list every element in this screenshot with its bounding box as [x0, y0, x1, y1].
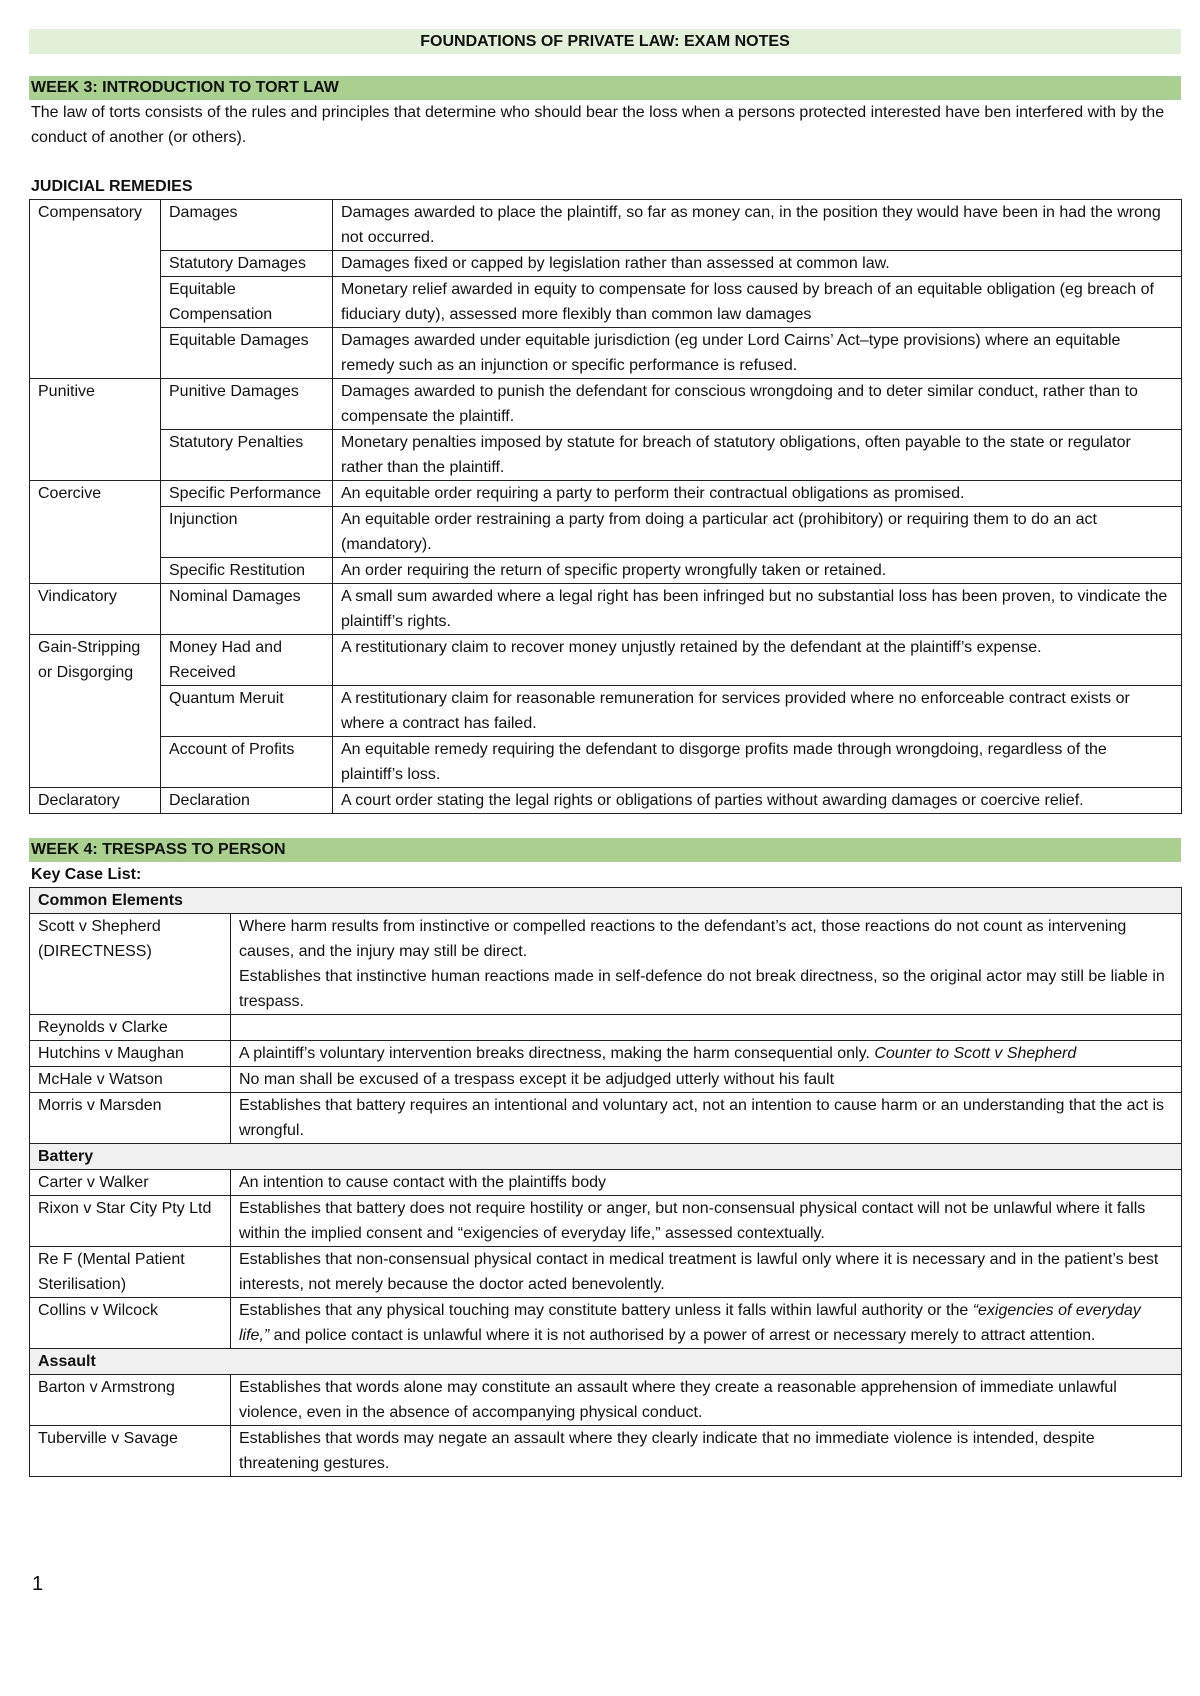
remedy-name: Statutory Damages	[161, 251, 333, 277]
case-row	[30, 1041, 1182, 1067]
remedy-name: Punitive Damages	[161, 379, 333, 430]
case-desc-text: Establishes that non-consensual physical contact in medical treatment is lawful only where it is necessary and in the patient’s best interests, not merely because the doctor acted benevolently.	[239, 1251, 1159, 1293]
case-desc-text: A plaintiff’s voluntary intervention breaks directness, making the harm consequential only.	[239, 1045, 875, 1062]
remedy-description: A restitutionary claim to recover money unjustly retained by the defendant at the plaintiff’s expense.	[333, 635, 1182, 686]
case-row	[30, 1093, 1182, 1144]
remedy-category: Declaratory	[30, 788, 161, 814]
case-description	[231, 1375, 1182, 1426]
document-title: FOUNDATIONS OF PRIVATE LAW: EXAM NOTES	[29, 29, 1181, 54]
remedy-row	[30, 379, 1182, 430]
remedy-name: Nominal Damages	[161, 584, 333, 635]
case-name: Morris v Marsden	[30, 1093, 231, 1144]
case-row	[30, 914, 1182, 1015]
remedy-description: A small sum awarded where a legal right has been infringed but no substantial loss has been proven, to vindicate the plaintiff’s rights.	[333, 584, 1182, 635]
case-group-header	[30, 1144, 1182, 1170]
case-row	[30, 1298, 1182, 1349]
case-desc-text: An intention to cause contact with the plaintiffs body	[239, 1174, 607, 1191]
case-name: Re F (Mental Patient Sterilisation)	[30, 1247, 231, 1298]
remedy-row	[30, 788, 1182, 814]
case-description	[231, 1196, 1182, 1247]
case-row	[30, 1426, 1182, 1477]
remedy-row	[30, 558, 1182, 584]
remedy-description: An equitable remedy requiring the defendant to disgorge profits made through wrongdoing, regardless of the plaintiff’s loss.	[333, 737, 1182, 788]
case-desc-text: Establishes that battery requires an intentional and voluntary act, not an intention to cause harm or an understanding that the act is wrongful.	[239, 1097, 1165, 1139]
case-desc-text: Where harm results from instinctive or compelled reactions to the defendant’s act, those reactions do not count as intervening causes, and the injury may still be direct.	[239, 918, 1127, 960]
case-desc-text: Establishes that battery does not require hostility or anger, but non-consensual physical contact will not be unlawful where it falls within the implied consent and “exigencies of everyday life,” assessed contextually.	[239, 1200, 1146, 1242]
case-name: Reynolds v Clarke	[30, 1015, 231, 1041]
remedy-description: An equitable order requiring a party to perform their contractual obligations as promised.	[333, 481, 1182, 507]
remedy-name: Equitable Damages	[161, 328, 333, 379]
case-desc-text: No man shall be excused of a trespass except it be adjudged utterly without his fault	[239, 1071, 835, 1088]
notes-page	[29, 29, 1181, 1477]
remedy-name: Quantum Meruit	[161, 686, 333, 737]
case-desc-tail: and police contact is unlawful where it is not authorised by a power of arrest or necessary merely to attract attention.	[269, 1327, 1096, 1344]
case-description	[231, 1426, 1182, 1477]
week3-intro: The law of torts consists of the rules and principles that determine who should bear the loss when a persons protected interested have ben interfered with by the conduct of another (or others).	[31, 104, 1165, 146]
case-description	[231, 914, 1182, 1015]
remedy-name: Injunction	[161, 507, 333, 558]
case-desc-text: Establishes that any physical touching may constitute battery unless it falls within lawful authority or the	[239, 1302, 973, 1319]
remedies-heading: JUDICIAL REMEDIES	[31, 178, 193, 195]
case-name: Scott v Shepherd (DIRECTNESS)	[30, 914, 231, 1015]
remedy-description: Damages awarded to place the plaintiff, so far as money can, in the position they would have been in had the wrong not occurred.	[333, 200, 1182, 251]
remedy-description: Monetary relief awarded in equity to compensate for loss caused by breach of an equitable obligation (eg breach of fiduciary duty), assessed more flexibly than common law damages	[333, 277, 1182, 328]
remedy-description: A restitutionary claim for reasonable remuneration for services provided where no enforceable contract exists or where a contract has failed.	[333, 686, 1182, 737]
case-desc-emphasis: “exigencies of everyday life,”	[239, 1302, 1141, 1344]
case-name: Collins v Wilcock	[30, 1298, 231, 1349]
remedy-row	[30, 481, 1182, 507]
case-group-title: Common Elements	[30, 888, 1182, 914]
case-description	[231, 1247, 1182, 1298]
remedy-name: Damages	[161, 200, 333, 251]
week4-heading: WEEK 4: TRESPASS TO PERSON	[29, 838, 1181, 862]
case-description	[231, 1093, 1182, 1144]
case-group-title: Battery	[30, 1144, 1182, 1170]
case-row	[30, 1170, 1182, 1196]
remedy-category: Punitive	[30, 379, 161, 481]
case-desc-text: Establishes that words alone may constitute an assault where they create a reasonable apprehension of immediate unlawful violence, even in the absence of accompanying physical conduct.	[239, 1379, 1117, 1421]
case-group-header	[30, 1349, 1182, 1375]
remedies-table	[29, 199, 1182, 814]
remedy-description: Monetary penalties imposed by statute for breach of statutory obligations, often payable to the state or regulator rather than the plaintiff.	[333, 430, 1182, 481]
case-desc-emphasis: Counter to Scott v Shepherd	[874, 1045, 1077, 1062]
remedy-description: Damages fixed or capped by legislation rather than assessed at common law.	[333, 251, 1182, 277]
case-description	[231, 1015, 1182, 1041]
case-name: McHale v Watson	[30, 1067, 231, 1093]
remedy-row	[30, 328, 1182, 379]
remedy-description: A court order stating the legal rights or obligations of parties without awarding damages or coercive relief.	[333, 788, 1182, 814]
week3-heading: WEEK 3: INTRODUCTION TO TORT LAW	[29, 76, 1181, 100]
case-desc-extra: Establishes that instinctive human reactions made in self-defence do not break directness, so the original actor may still be liable in trespass.	[239, 968, 1165, 1010]
case-name: Carter v Walker	[30, 1170, 231, 1196]
case-row	[30, 1015, 1182, 1041]
case-name: Rixon v Star City Pty Ltd	[30, 1196, 231, 1247]
case-desc-text: Establishes that words may negate an assault where they clearly indicate that no immediate violence is intended, despite threatening gestures.	[239, 1430, 1095, 1472]
remedy-description: An equitable order restraining a party from doing a particular act (prohibitory) or requiring them to do an act (mandatory).	[333, 507, 1182, 558]
remedy-row	[30, 430, 1182, 481]
remedy-row	[30, 737, 1182, 788]
key-case-list-label: Key Case List:	[31, 866, 142, 883]
case-row	[30, 1375, 1182, 1426]
case-description	[231, 1067, 1182, 1093]
remedy-row	[30, 507, 1182, 558]
page-number: 1	[32, 1573, 44, 1595]
remedy-row	[30, 251, 1182, 277]
case-name: Tuberville v Savage	[30, 1426, 231, 1477]
remedy-row	[30, 635, 1182, 686]
case-description	[231, 1298, 1182, 1349]
case-row	[30, 1196, 1182, 1247]
remedy-description: Damages awarded to punish the defendant for conscious wrongdoing and to deter similar conduct, rather than to compensate the plaintiff.	[333, 379, 1182, 430]
remedy-category: Gain-Stripping or Disgorging	[30, 635, 161, 788]
remedy-row	[30, 686, 1182, 737]
case-name: Hutchins v Maughan	[30, 1041, 231, 1067]
remedy-description: Damages awarded under equitable jurisdiction (eg under Lord Cairns’ Act–type provisions) where an equitable remedy such as an injunction or specific performance is refused.	[333, 328, 1182, 379]
case-description	[231, 1170, 1182, 1196]
case-description	[231, 1041, 1182, 1067]
remedy-row	[30, 200, 1182, 251]
remedy-name: Account of Profits	[161, 737, 333, 788]
remedy-name: Equitable Compensation	[161, 277, 333, 328]
remedy-name: Statutory Penalties	[161, 430, 333, 481]
cases-table	[29, 887, 1182, 1477]
case-row	[30, 1247, 1182, 1298]
remedy-name: Specific Performance	[161, 481, 333, 507]
remedy-name: Declaration	[161, 788, 333, 814]
remedy-category: Coercive	[30, 481, 161, 584]
case-row	[30, 1067, 1182, 1093]
case-group-title: Assault	[30, 1349, 1182, 1375]
case-name: Barton v Armstrong	[30, 1375, 231, 1426]
remedy-row	[30, 277, 1182, 328]
remedy-category: Vindicatory	[30, 584, 161, 635]
remedy-description: An order requiring the return of specific property wrongfully taken or retained.	[333, 558, 1182, 584]
remedy-name: Money Had and Received	[161, 635, 333, 686]
remedy-row	[30, 584, 1182, 635]
remedy-name: Specific Restitution	[161, 558, 333, 584]
remedy-category: Compensatory	[30, 200, 161, 379]
case-group-header	[30, 888, 1182, 914]
